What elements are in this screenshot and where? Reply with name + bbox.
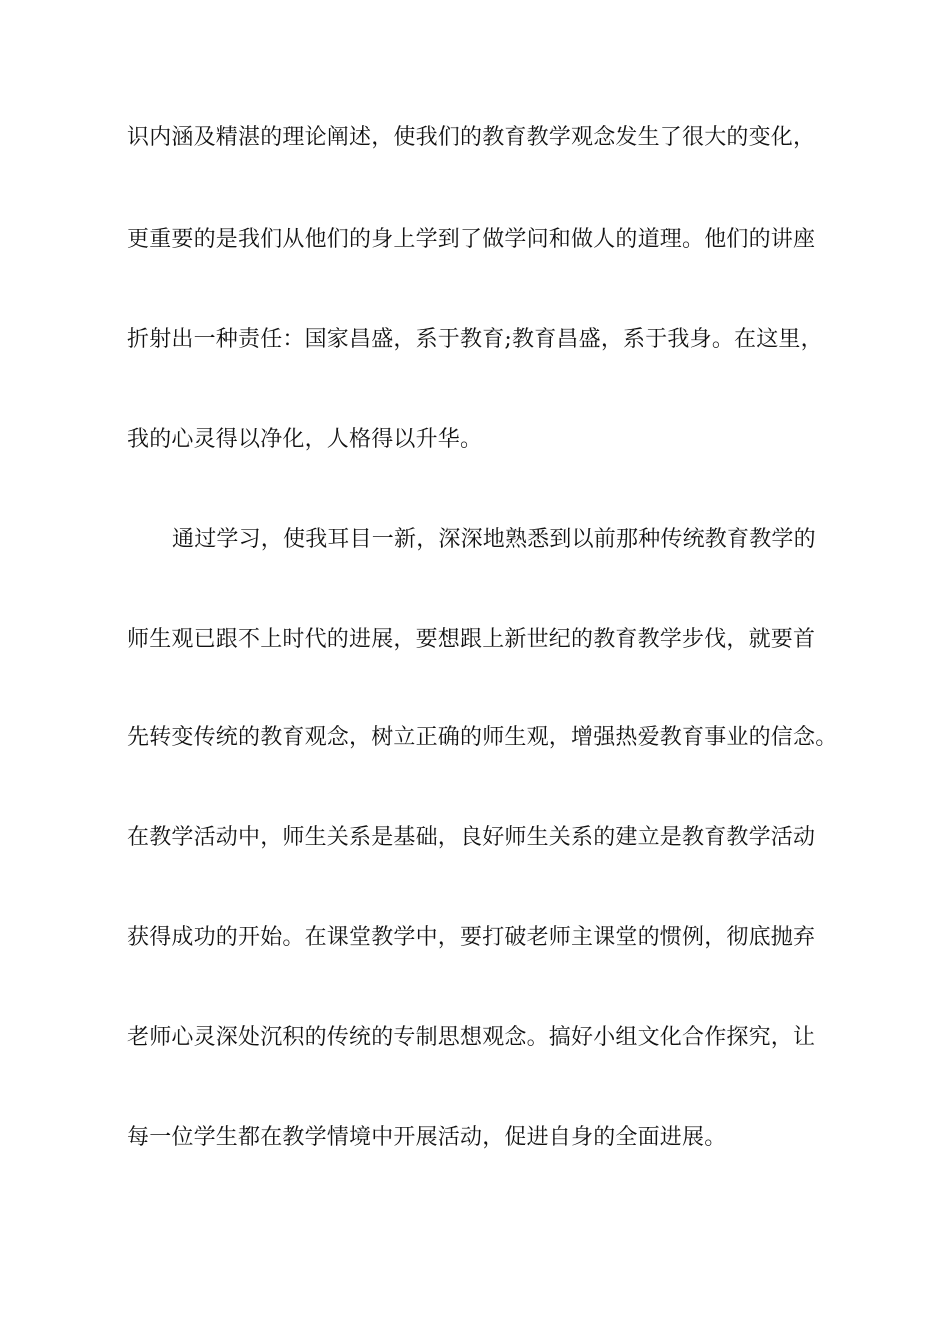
paragraph-line: 通过学习，使我耳目一新，深深地熟悉到以前那种传统教育教学的: [172, 527, 816, 552]
paragraph-line: 先转变传统的教育观念，树立正确的师生观，增强热爱教育事业的信念。: [127, 725, 838, 750]
paragraph-line: 在教学活动中，师生关系是基础，良好师生关系的建立是教育教学活动: [127, 825, 816, 850]
paragraph-line: 折射出一种责任：国家昌盛，系于教育;教育昌盛，系于我身。在这里，: [127, 327, 823, 352]
paragraph-line: 每一位学生都在教学情境中开展活动，促进自身的全面进展。: [127, 1125, 727, 1150]
paragraph-line: 识内涵及精湛的理论阐述，使我们的教育教学观念发生了很大的变化，: [127, 125, 816, 150]
paragraph-line: 获得成功的开始。在课堂教学中，要打破老师主课堂的惯例，彻底抛弃: [127, 925, 816, 950]
paragraph-line: 师生观已跟不上时代的进展，要想跟上新世纪的教育教学步伐，就要首: [127, 627, 816, 652]
paragraph-line: 我的心灵得以净化，人格得以升华。: [127, 427, 483, 452]
paragraph-line: 更重要的是我们从他们的身上学到了做学问和做人的道理。他们的讲座: [127, 227, 816, 252]
paragraph-line: 老师心灵深处沉积的传统的专制思想观念。搞好小组文化合作探究，让: [127, 1025, 816, 1050]
